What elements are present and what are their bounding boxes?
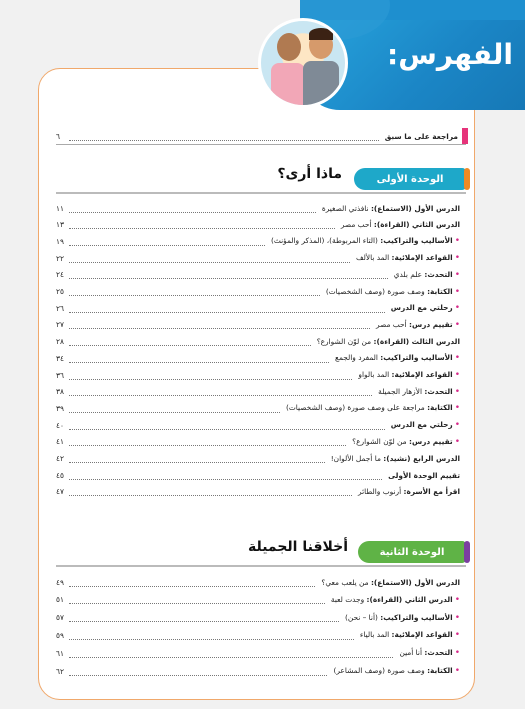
toc-entry-label — [357, 630, 460, 640]
toc-entry-label — [373, 320, 460, 330]
leader-dots — [69, 578, 315, 587]
review-entry[interactable] — [56, 128, 458, 144]
leader-dots — [69, 404, 280, 413]
toc-entry-page: ٣٤ — [56, 353, 64, 363]
toc-entry-label — [328, 595, 460, 605]
toc-entry-heading: رحلتي مع الدرس — [390, 420, 453, 430]
toc-entry-label — [349, 437, 460, 447]
leader-dots — [69, 204, 316, 213]
toc-entry[interactable] — [56, 200, 460, 216]
toc-entry-page: ٣٨ — [56, 387, 64, 397]
toc-entry[interactable] — [56, 417, 460, 433]
toc-entry-heading: اقرأ مع الأسرة: — [403, 487, 460, 497]
toc-entry-text: أرنوب والطائر — [358, 487, 404, 497]
toc-entry-label — [268, 236, 460, 246]
toc-entry-text: (أنا – نحن) — [344, 612, 381, 622]
toc-entry-text: ما أجمل الألوان! — [330, 454, 384, 463]
toc-entry-heading: تقييم الوحدة الأولى — [388, 470, 460, 480]
toc-entry-label — [314, 337, 460, 346]
toc-entry-label — [388, 420, 460, 430]
toc-entry-heading: الدرس الثاني (القراءة): — [373, 220, 460, 230]
toc-entry[interactable] — [56, 233, 460, 249]
review-page: ٦ — [56, 131, 60, 141]
toc-entry-page: ٤٠ — [56, 420, 64, 430]
unit2-title: أخلاقنا الجميلة — [248, 539, 348, 555]
toc-entry[interactable] — [56, 250, 460, 266]
toc-entry-text: المد بالألف — [355, 253, 392, 263]
leader-dots — [69, 667, 327, 676]
toc-entry-page: ٥٧ — [56, 613, 64, 623]
leader-dots — [69, 270, 388, 279]
toc-entry-heading: الدرس الثاني (القراءة): — [366, 594, 453, 604]
toc-entry-heading: الكتابة: — [427, 403, 453, 413]
unit1-title: ماذا أرى؟ — [277, 166, 342, 182]
toc-entry[interactable] — [56, 574, 460, 590]
toc-entry-label — [338, 220, 460, 229]
toc-entry-page: ٥٩ — [56, 630, 64, 640]
toc-entry-label — [385, 471, 460, 480]
toc-entry-page: ٤٩ — [56, 577, 64, 587]
toc-entry-label — [332, 353, 460, 363]
toc-entry[interactable] — [56, 645, 460, 661]
toc-entry-page: ٦١ — [56, 648, 64, 658]
toc-entry-label — [396, 648, 460, 658]
leader-dots — [69, 631, 354, 640]
toc-entry-page: ٢٨ — [56, 337, 64, 347]
toc-entry-page: ٢٧ — [56, 320, 64, 330]
toc-entry-label — [388, 303, 460, 313]
toc-entry-label — [355, 487, 460, 496]
toc-entry-label — [375, 387, 460, 397]
leader-dots — [69, 237, 265, 246]
toc-entry[interactable] — [56, 350, 460, 366]
toc-entry-text: من لوّن الشوارع؟ — [316, 337, 374, 347]
bullet-icon: • — [454, 420, 460, 431]
toc-entry-text: الأزهار الجميلة — [378, 386, 425, 396]
toc-entry-label — [319, 204, 460, 213]
unit1-tag: الوحدة الأولى — [354, 168, 466, 190]
toc-entry-text: من يلعب معي؟ — [321, 577, 371, 587]
toc-entry-label — [353, 253, 460, 263]
page-title: الفهرس: — [387, 38, 513, 71]
toc-entry[interactable] — [56, 284, 460, 300]
bullet-icon: • — [454, 594, 460, 605]
bullet-icon: • — [454, 403, 460, 414]
toc-entry-label — [355, 370, 460, 380]
leader-dots — [69, 437, 346, 446]
bullet-icon: • — [454, 630, 460, 641]
leader-dots — [69, 371, 352, 380]
toc-entry-text: نافذتي الصغيرة — [321, 203, 371, 213]
toc-entry-page: ٣٩ — [56, 403, 64, 413]
toc-entry-text: المد بالواو — [358, 370, 392, 379]
toc-entry-page: ١٩ — [56, 236, 64, 246]
toc-entry-label — [391, 270, 460, 280]
bullet-icon: • — [454, 236, 460, 247]
toc-entry-text: وصف صورة (وصف الشخصيات) — [325, 286, 428, 296]
toc-entry-label — [328, 454, 460, 463]
toc-entry[interactable] — [56, 400, 460, 416]
toc-entry[interactable] — [56, 267, 460, 283]
toc-entry-page: ٣٦ — [56, 370, 64, 380]
toc-entry-heading: الدرس الأول (الاستماع): — [370, 203, 460, 213]
toc-entry-text: أنا أمين — [399, 648, 425, 658]
leader-dots — [69, 649, 393, 658]
toc-entry-page: ٦٢ — [56, 666, 64, 676]
toc-entry-heading: التحدث: — [424, 648, 453, 658]
toc-entry-text: وجدت لعبة — [330, 594, 367, 604]
toc-entry-text: المد بالياء — [359, 630, 392, 640]
unit2-tag: الوحدة الثانية — [358, 541, 466, 563]
toc-entry-heading: تقييم درس: — [408, 319, 453, 329]
toc-entry-page: ٢٤ — [56, 270, 64, 280]
toc-entry[interactable] — [56, 367, 460, 383]
toc-entry-text: من لوّن الشوارع؟ — [352, 436, 409, 446]
leader-dots — [69, 337, 311, 346]
toc-entry[interactable] — [56, 467, 460, 483]
boy-figure — [303, 31, 339, 103]
toc-entry-text: (التاء المربوطة)، (المذكر والمؤنث) — [270, 236, 381, 246]
toc-entry-page: ١٣ — [56, 220, 64, 230]
bullet-icon: • — [454, 303, 460, 314]
toc-entry-heading: الأساليب والتراكيب: — [380, 353, 453, 363]
review-marker — [462, 128, 468, 144]
toc-entry[interactable] — [56, 384, 460, 400]
toc-entry-heading: التحدث: — [424, 386, 453, 396]
toc-entry[interactable] — [56, 663, 460, 679]
leader-dots — [69, 421, 385, 430]
toc-entry[interactable] — [56, 434, 460, 450]
leader-dots — [69, 613, 339, 622]
toc-entry-heading: الدرس الرابع (نشيد): — [383, 454, 460, 463]
toc-entry-page: ٢٦ — [56, 303, 64, 313]
bullet-icon: • — [454, 386, 460, 397]
toc-entry-heading: الدرس الأول (الاستماع): — [370, 577, 460, 587]
leader-dots — [69, 220, 335, 229]
bullet-icon: • — [454, 436, 460, 447]
toc-entry[interactable] — [56, 592, 460, 608]
leader-dots — [69, 487, 352, 496]
leader-dots — [69, 471, 382, 480]
toc-entry-heading: القواعد الإملائية: — [391, 630, 453, 640]
toc-entry-text: مراجعة على وصف صورة (وصف الشخصيات) — [285, 403, 428, 413]
toc-entry-page: ٤٢ — [56, 454, 64, 463]
leader-dots — [69, 595, 325, 604]
toc-entry-text: أحب مصر — [375, 319, 409, 329]
toc-entry-heading: الأساليب والتراكيب: — [380, 236, 453, 246]
toc-entry-heading: الكتابة: — [427, 286, 453, 296]
toc-entry-page: ٢٢ — [56, 253, 64, 263]
bullet-icon: • — [454, 286, 460, 297]
toc-entry[interactable] — [56, 627, 460, 643]
toc-entry[interactable] — [56, 334, 460, 350]
girl-figure — [271, 33, 305, 103]
toc-entry-heading: تقييم درس: — [408, 436, 453, 446]
bullet-icon: • — [454, 319, 460, 330]
bullet-icon: • — [454, 370, 460, 380]
toc-entry-text: المفرد والجمع — [335, 353, 381, 363]
bullet-icon: • — [454, 648, 460, 659]
toc-entry-page: ٢٥ — [56, 287, 64, 296]
leader-dots — [69, 287, 320, 296]
toc-entry-page: ١١ — [56, 203, 64, 213]
toc-entry-label — [323, 287, 460, 297]
unit2-header — [56, 541, 466, 565]
toc-entry-page: ٤٧ — [56, 487, 64, 497]
toc-entry-heading: التحدث: — [424, 269, 453, 279]
toc-entry-page: ٤٥ — [56, 470, 64, 480]
children-photo — [258, 18, 348, 108]
unit1-header — [56, 168, 466, 192]
toc-entry-label — [330, 666, 460, 676]
toc-entry-heading: رحلتي مع الدرس — [390, 303, 453, 313]
toc-entry-label — [283, 403, 460, 413]
toc-entry-heading: القواعد الإملائية: — [391, 370, 453, 379]
toc-entry-page: ٤١ — [56, 437, 64, 447]
leader-dots — [69, 320, 370, 329]
leader-dots — [69, 387, 372, 396]
toc-entry-heading: الكتابة: — [427, 666, 453, 675]
toc-entry[interactable] — [56, 300, 460, 316]
leader-dots — [69, 354, 329, 363]
toc-entry-page: ٥١ — [56, 595, 64, 605]
review-label: مراجعة على ما سبق — [384, 131, 458, 141]
toc-entry-text: وصف صورة (وصف المشاعر) — [333, 666, 428, 675]
toc-entry[interactable] — [56, 610, 460, 626]
leader-dots — [69, 304, 385, 313]
toc-entry-heading: الأساليب والتراكيب: — [380, 612, 453, 622]
leader-dots — [69, 454, 325, 463]
bullet-icon: • — [454, 666, 460, 676]
bullet-icon: • — [454, 612, 460, 623]
toc-entry[interactable] — [56, 217, 460, 233]
toc-entry[interactable] — [56, 484, 460, 500]
toc-entry-heading: القواعد الإملائية: — [391, 253, 453, 263]
leader-dots — [69, 254, 350, 263]
toc-entry-text: أحب مصر — [340, 220, 374, 230]
bullet-icon: • — [454, 253, 460, 264]
bullet-icon: • — [454, 269, 460, 280]
toc-entry-label — [342, 613, 460, 623]
bullet-icon: • — [454, 353, 460, 364]
toc-entry[interactable] — [56, 317, 460, 333]
toc-entry-label — [318, 578, 460, 587]
toc-entry[interactable] — [56, 451, 460, 467]
toc-entry-text: علم بلدي — [393, 269, 425, 279]
toc-entry-heading: الدرس الثالث (القراءة): — [373, 337, 460, 347]
